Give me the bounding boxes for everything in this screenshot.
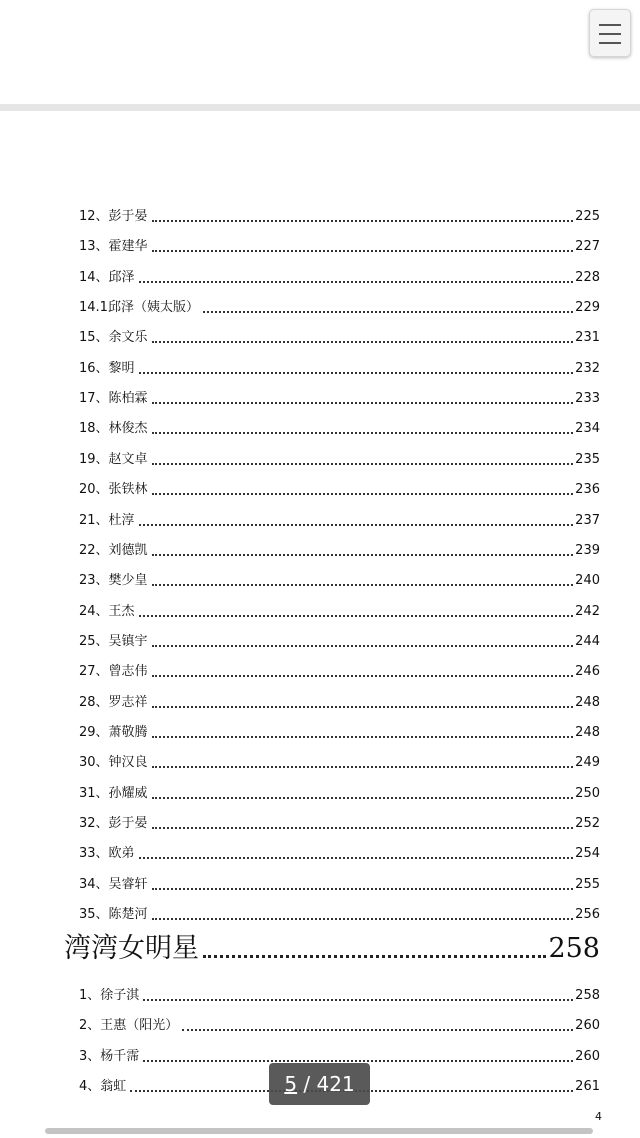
toc-entry[interactable] — [79, 234, 600, 256]
toc-entry-title: 15、余文乐 — [79, 330, 148, 346]
dot-leader — [203, 955, 546, 958]
dot-leader — [139, 857, 574, 859]
toc-entry[interactable] — [79, 599, 600, 621]
toc-entry-title: 18、林俊杰 — [79, 421, 148, 437]
toc-entry-title: 24、王杰 — [79, 603, 135, 619]
dot-leader — [152, 554, 574, 556]
toc-entry-page: 239 — [575, 542, 600, 558]
toc-entry-title: 17、陈柏霖 — [79, 391, 148, 407]
dot-leader — [152, 736, 574, 738]
toc-entry-title: 23、樊少皇 — [79, 573, 148, 589]
toc-entry-page: 250 — [575, 785, 600, 801]
dot-leader — [143, 999, 573, 1001]
toc-entry-title: 22、刘德凯 — [79, 542, 148, 558]
toc-entry[interactable] — [79, 477, 600, 499]
toc-entry-title: 12、彭于晏 — [79, 209, 148, 224]
hamburger-icon-bar — [599, 33, 621, 35]
toc-entry[interactable] — [79, 720, 600, 742]
toc-entry[interactable] — [79, 983, 600, 1005]
dot-leader — [152, 250, 574, 252]
toc-entry-page: 256 — [575, 907, 600, 923]
toc-entry-title: 14.1邱泽（姨太版） — [79, 300, 199, 316]
dot-leader — [152, 645, 574, 647]
dot-leader — [152, 463, 574, 465]
dot-leader — [152, 493, 574, 495]
toc-entry-page: 248 — [575, 724, 600, 740]
dot-leader — [152, 918, 574, 920]
toc-entry[interactable] — [79, 386, 600, 408]
toc-entry-page: 248 — [575, 694, 600, 710]
dot-leader — [152, 432, 574, 434]
toc-entry-title: 34、吴睿轩 — [79, 876, 148, 892]
toc-entry-page: 227 — [575, 239, 600, 255]
toc-entry-page: 228 — [575, 269, 600, 285]
toc-entry-page: 233 — [575, 391, 600, 407]
toc-entry-title: 28、罗志祥 — [79, 694, 148, 710]
toc-entry[interactable] — [79, 750, 600, 772]
toc-entry-page: 234 — [575, 421, 600, 437]
toc-entry[interactable] — [79, 447, 600, 469]
dot-leader — [139, 615, 574, 617]
dot-leader — [152, 220, 574, 222]
dot-leader — [152, 706, 574, 708]
toc-entry[interactable] — [79, 872, 600, 894]
toc-entry-title: 湾湾女明星 — [64, 933, 199, 964]
toc-entry-page: 260 — [575, 1048, 600, 1064]
toc-entry-title: 3、杨千霈 — [79, 1048, 140, 1064]
dot-leader — [139, 524, 574, 526]
toc-entry[interactable] — [79, 295, 600, 317]
dot-leader — [152, 888, 574, 890]
total-pages: 421 — [316, 1072, 355, 1096]
toc-entry[interactable] — [79, 781, 600, 803]
toc-entry[interactable] — [79, 629, 600, 651]
toc-entry-page: 235 — [575, 451, 600, 467]
toc-entry[interactable] — [79, 841, 600, 863]
toc-entry[interactable] — [79, 538, 600, 560]
toc-entry-page: 242 — [575, 603, 600, 619]
toc-entry-title: 4、翁虹 — [79, 1078, 127, 1094]
toc-entry-page: 244 — [575, 633, 600, 649]
toc-entry[interactable] — [79, 325, 600, 347]
dot-leader — [139, 372, 574, 374]
hamburger-icon-bar — [599, 42, 621, 44]
toc-entry-title: 14、邱泽 — [79, 269, 135, 285]
toc-entry-title: 21、杜淳 — [79, 512, 135, 528]
toc-entry[interactable] — [79, 508, 600, 530]
document-page[interactable] — [0, 111, 640, 1138]
dot-leader — [139, 281, 574, 283]
toc-entry-title: 19、赵文卓 — [79, 451, 148, 467]
toc-entry-title: 1、徐子淇 — [79, 988, 140, 1003]
toc-entry-title: 27、曾志伟 — [79, 664, 148, 680]
toc-entry-title: 16、黎明 — [79, 360, 135, 376]
toc-entry[interactable] — [79, 902, 600, 924]
dot-leader — [143, 1060, 573, 1062]
dot-leader — [182, 1029, 573, 1031]
printed-page-number: 4 — [595, 1110, 602, 1123]
toc-entry-page: 249 — [575, 755, 600, 771]
toc-entry-page: 254 — [575, 846, 600, 862]
toc-entry-title: 31、孙耀威 — [79, 785, 148, 801]
dot-leader — [152, 675, 574, 677]
toc-entry-page: 225 — [575, 209, 600, 224]
toc-entry[interactable] — [79, 265, 600, 287]
toc-entry-title: 13、霍建华 — [79, 239, 148, 255]
toc-entry-page: 252 — [575, 816, 600, 831]
toc-entry-page: 232 — [575, 360, 600, 376]
toc-entry-title: 25、吴镇宇 — [79, 633, 148, 649]
toc-entry[interactable] — [79, 690, 600, 712]
toc-section-heading[interactable] — [64, 931, 600, 965]
hamburger-icon — [599, 24, 621, 26]
toc-entry-page: 246 — [575, 664, 600, 680]
toc-entry[interactable] — [79, 356, 600, 378]
dot-leader — [152, 827, 574, 829]
toc-entry-page: 236 — [575, 482, 600, 498]
toc-entry-title: 33、欧弟 — [79, 846, 135, 862]
toc-entry-page: 231 — [575, 330, 600, 346]
page-indicator[interactable] — [269, 1063, 370, 1105]
toc-entry[interactable] — [79, 568, 600, 590]
toc-entry[interactable] — [79, 1013, 600, 1035]
toc-entry-title: 32、彭于晏 — [79, 816, 148, 831]
toc-entry[interactable] — [79, 204, 600, 226]
toc-entry-title: 2、王惠（阳光） — [79, 1018, 179, 1034]
toc-entry[interactable] — [79, 416, 600, 438]
viewer-toolbar — [0, 0, 640, 104]
dot-leader — [152, 766, 574, 768]
toolbar-divider — [0, 104, 640, 111]
toc-entry-title: 30、钟汉良 — [79, 755, 148, 771]
dot-leader — [203, 311, 573, 313]
page-separator: / — [297, 1072, 317, 1096]
toc-entry-page: 240 — [575, 573, 600, 589]
toc-entry-page: 255 — [575, 876, 600, 892]
toc-entry[interactable] — [79, 659, 600, 681]
horizontal-scrollbar[interactable] — [45, 1128, 593, 1134]
dot-leader — [152, 584, 574, 586]
dot-leader — [152, 797, 574, 799]
toc-entry-page: 229 — [575, 300, 600, 316]
toc-entry-title: 35、陈楚河 — [79, 907, 148, 923]
dot-leader — [152, 402, 574, 404]
toc-entry-page: 258 — [548, 933, 600, 964]
toc-entry-title: 29、萧敬腾 — [79, 724, 148, 740]
hamburger-menu-button[interactable] — [589, 9, 631, 57]
dot-leader — [152, 341, 574, 343]
toc-entry-page: 261 — [575, 1078, 600, 1094]
toc-entry-page: 237 — [575, 512, 600, 528]
toc-entry-page: 258 — [575, 988, 600, 1003]
current-page-number[interactable]: 5 — [284, 1072, 298, 1096]
toc-entry-page: 260 — [575, 1018, 600, 1034]
toc-entry[interactable] — [79, 811, 600, 833]
toc-entry-title: 20、张铁林 — [79, 482, 148, 498]
